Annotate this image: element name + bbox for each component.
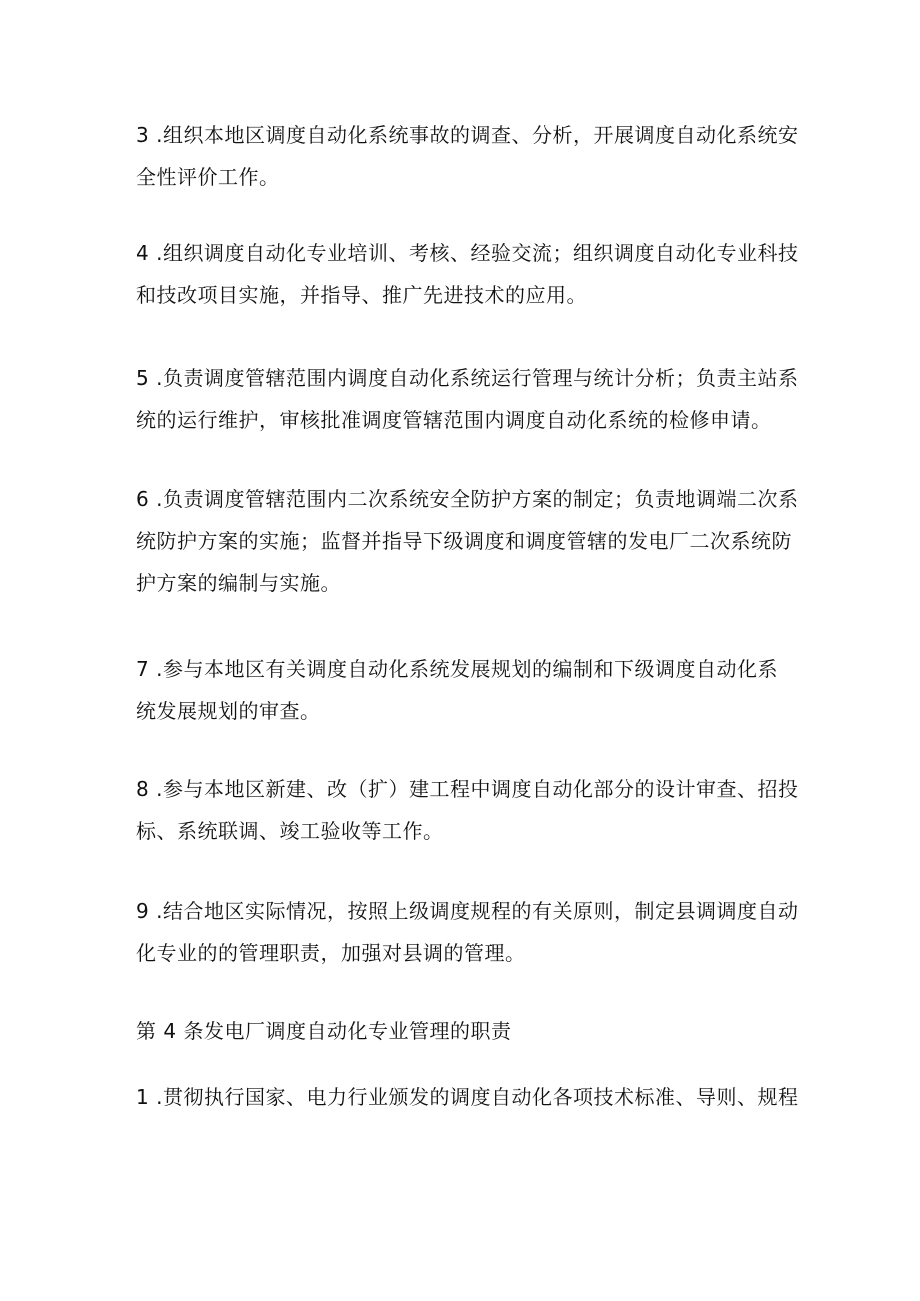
section-heading	[136, 1010, 791, 1052]
paragraph-line: 标、系统联调、竣工验收等工作。	[136, 819, 444, 843]
paragraph-line: 化专业的的管理职责，加强对县调的管理。	[136, 941, 526, 965]
paragraph-item-8	[136, 768, 799, 852]
section-heading-text: 第 4 条发电厂调度自动化专业管理的职责	[136, 1019, 512, 1043]
paragraph-line: 全性评价工作。	[136, 165, 280, 189]
paragraph-line: 统发展规划的审查。	[136, 699, 321, 723]
paragraph-line: 9 .结合地区实际情况，按照上级调度规程的有关原则，制定县调调度自动	[136, 899, 799, 923]
paragraph-line: 1 .贯彻执行国家、电力行业颁发的调度自动化各项技术标准、导则、规程	[136, 1085, 799, 1109]
paragraph-item-5	[136, 357, 799, 441]
paragraph-line: 统防护方案的实施；监督并指导下级调度和调度管辖的发电厂二次系统防	[136, 529, 792, 553]
paragraph-line: 和技改项目实施，并指导、推广先进技术的应用。	[136, 283, 587, 307]
paragraph-line: 8 .参与本地区新建、改（扩）建工程中调度自动化部分的设计审查、招投	[136, 777, 799, 801]
paragraph-line: 统的运行维护，审核批准调度管辖范围内调度自动化系统的检修申请。	[136, 408, 772, 432]
paragraph-item-7	[136, 648, 791, 732]
paragraph-item-9	[136, 890, 799, 974]
paragraph-line: 6 .负责调度管辖范围内二次系统安全防护方案的制定；负责地调端二次系	[136, 487, 799, 511]
paragraph-line: 5 .负责调度管辖范围内调度自动化系统运行管理与统计分析；负责主站系	[136, 366, 799, 390]
paragraph-line: 3 .组织本地区调度自动化系统事故的调查、分析，开展调度自动化系统安	[136, 123, 799, 147]
paragraph-item-1	[136, 1076, 799, 1118]
paragraph-item-6	[136, 478, 799, 604]
paragraph-line: 4 .组织调度自动化专业培训、考核、经验交流；组织调度自动化专业科技	[136, 241, 799, 265]
paragraph-item-4	[136, 232, 799, 316]
paragraph-line: 7 .参与本地区有关调度自动化系统发展规划的编制和下级调度自动化系	[136, 657, 778, 681]
paragraph-item-3	[136, 114, 799, 198]
paragraph-line: 护方案的编制与实施。	[136, 571, 341, 595]
